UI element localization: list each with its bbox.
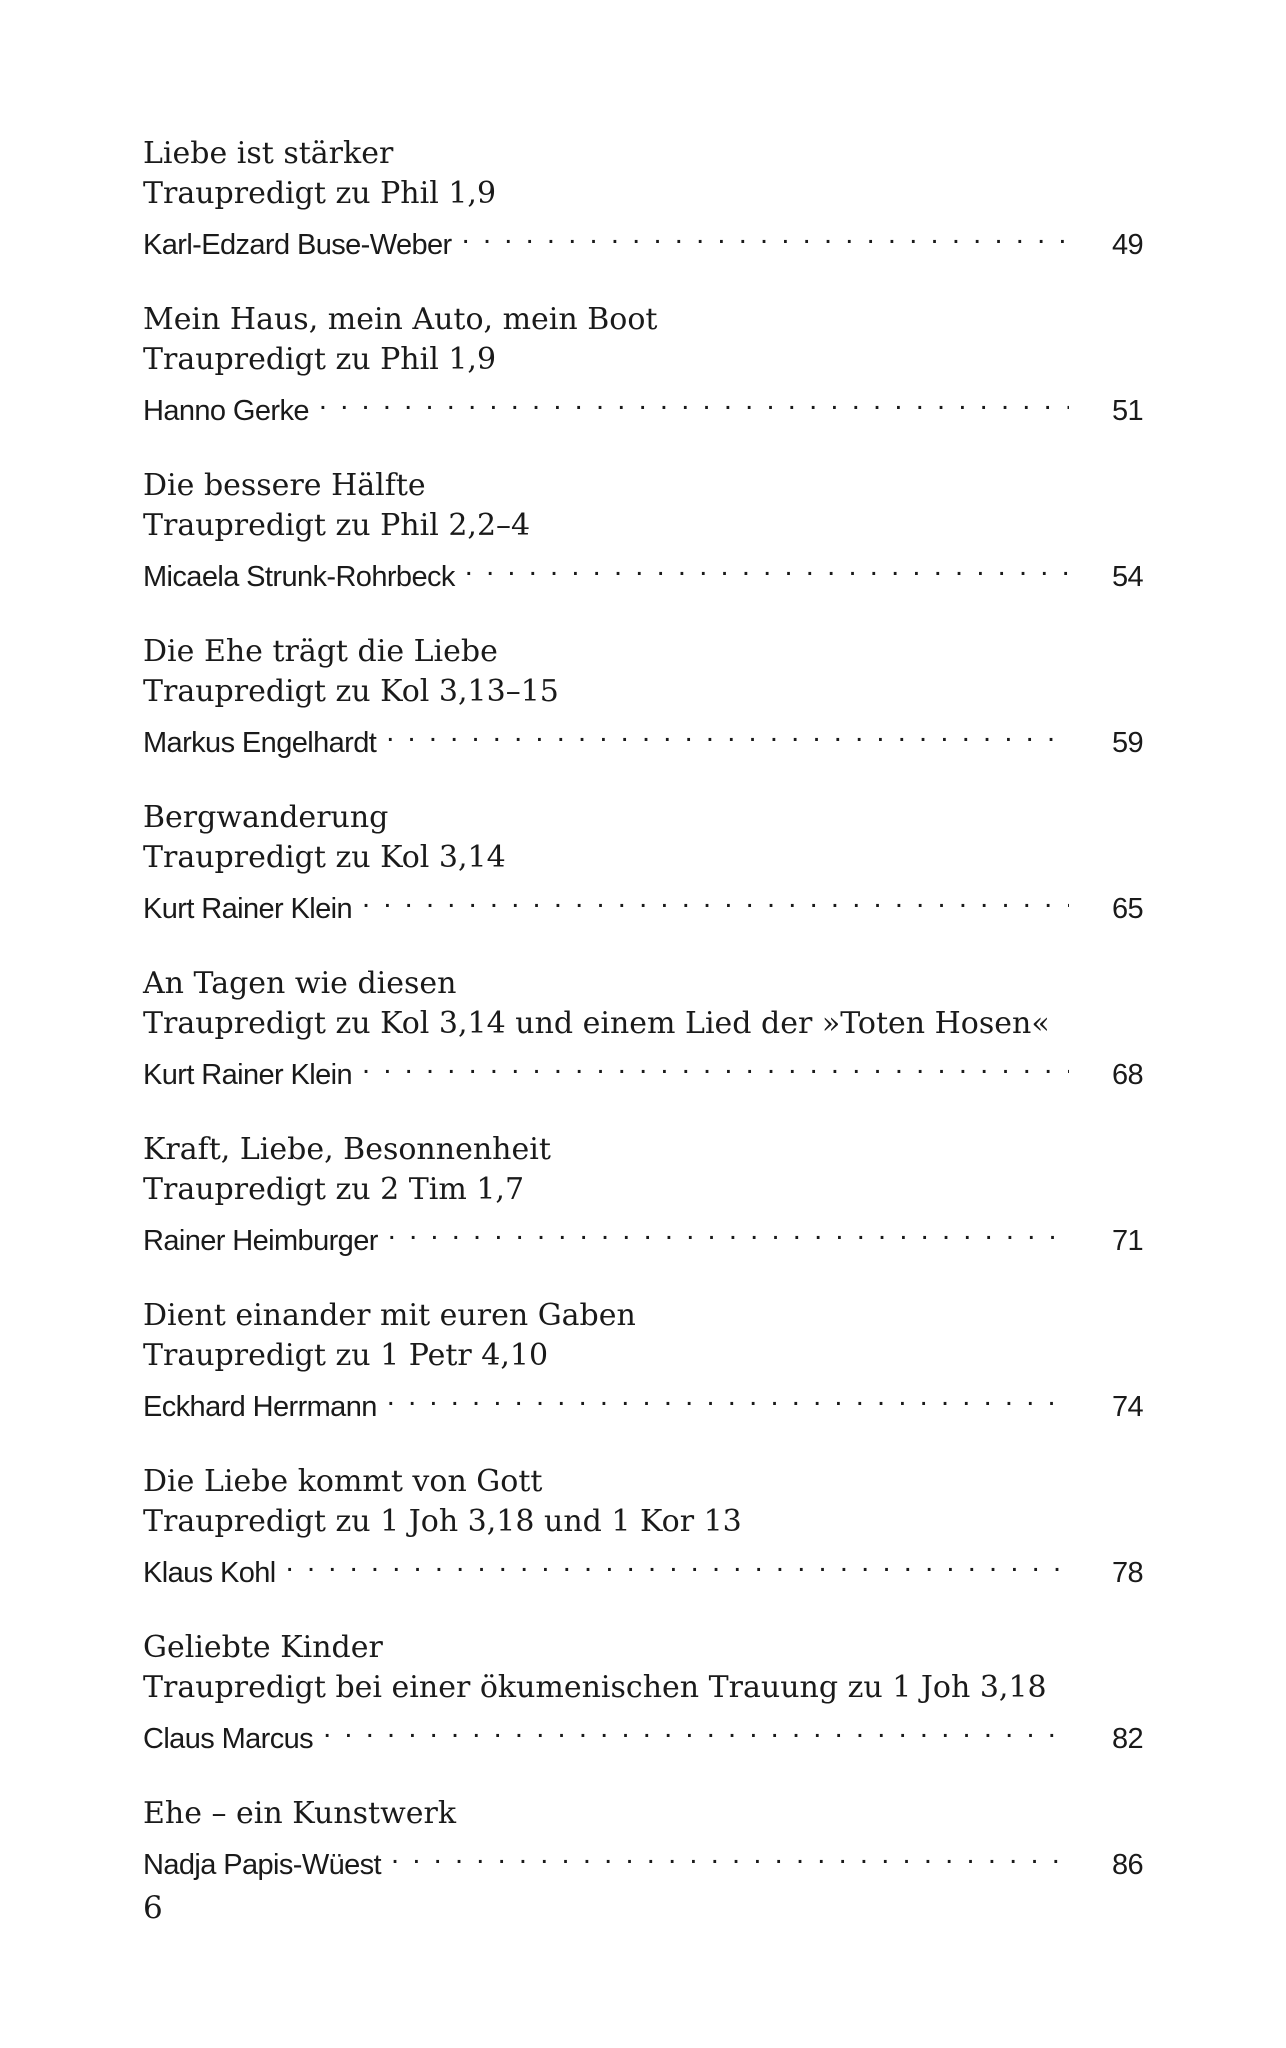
dot-leader: [323, 1708, 1069, 1748]
dot-leader: [387, 1376, 1069, 1416]
dot-leader: [391, 1834, 1069, 1874]
dot-leader: [362, 878, 1069, 918]
author-line: [143, 878, 1143, 925]
entry-title: Liebe ist stärker: [143, 136, 394, 171]
table-of-contents: [143, 134, 1143, 1920]
entry-page-number: 59: [1111, 727, 1143, 759]
dot-leader: [465, 546, 1069, 586]
toc-entry: [143, 134, 1143, 261]
entry-author: Karl-Edzard Buse-Weber: [143, 229, 452, 261]
entry-author: Nadja Papis-Wüest: [143, 1849, 382, 1881]
entry-author: Rainer Heimburger: [143, 1225, 378, 1257]
entry-subtitle: Traupredigt zu Phil 1,9: [143, 342, 497, 377]
entry-page-number: 78: [1111, 1557, 1143, 1589]
toc-entry: [143, 798, 1143, 925]
dot-leader: [462, 214, 1069, 254]
entry-title: Mein Haus, mein Auto, mein Boot: [143, 302, 658, 337]
entry-author: Kurt Rainer Klein: [143, 1059, 353, 1091]
author-line: [143, 380, 1143, 427]
entry-title: Dient einander mit euren Gaben: [143, 1298, 636, 1333]
toc-entry: [143, 300, 1143, 427]
entry-title: Kraft, Liebe, Besonnenheit: [143, 1132, 551, 1167]
entry-title: Bergwanderung: [143, 800, 389, 835]
toc-entry: [143, 1130, 1143, 1257]
entry-subtitle: Traupredigt zu Kol 3,14 und einem Lied der »Toten Hosen«: [143, 1006, 1050, 1041]
entry-title: An Tagen wie diesen: [143, 966, 457, 1001]
dot-leader: [319, 380, 1069, 420]
entry-subtitle: Traupredigt bei einer ökumenischen Trauung zu 1 Joh 3,18: [143, 1670, 1047, 1705]
entry-title: Geliebte Kinder: [143, 1630, 383, 1665]
entry-subtitle: Traupredigt zu 1 Petr 4,10: [143, 1338, 549, 1373]
entry-subtitle: Traupredigt zu Phil 2,2–4: [143, 508, 531, 543]
entry-subtitle: Traupredigt zu 1 Joh 3,18 und 1 Kor 13: [143, 1504, 742, 1539]
dot-leader: [362, 1044, 1069, 1084]
dot-leader: [286, 1542, 1069, 1582]
entry-author: Markus Engelhardt: [143, 727, 377, 759]
dot-leader: [386, 712, 1069, 752]
entry-author: Kurt Rainer Klein: [143, 893, 353, 925]
entry-page-number: 54: [1111, 561, 1143, 593]
toc-entry: [143, 1628, 1143, 1755]
entry-page-number: 71: [1111, 1225, 1143, 1257]
entry-title: Die Ehe trägt die Liebe: [143, 634, 498, 669]
entry-page-number: 74: [1111, 1391, 1143, 1423]
author-line: [143, 1834, 1143, 1881]
toc-entry: [143, 466, 1143, 593]
entry-title: Die Liebe kommt von Gott: [143, 1464, 543, 1499]
entry-page-number: 82: [1111, 1723, 1143, 1755]
entry-page-number: 51: [1111, 395, 1143, 427]
entry-page-number: 86: [1111, 1849, 1143, 1881]
entry-author: Claus Marcus: [143, 1723, 314, 1755]
author-line: [143, 1210, 1143, 1257]
toc-entry: [143, 964, 1143, 1091]
entry-page-number: 68: [1111, 1059, 1143, 1091]
entry-author: Eckhard Herrmann: [143, 1391, 377, 1423]
entry-author: Micaela Strunk-Rohrbeck: [143, 561, 455, 593]
author-line: [143, 1708, 1143, 1755]
author-line: [143, 712, 1143, 759]
entry-author: Klaus Kohl: [143, 1557, 276, 1589]
entry-subtitle: Traupredigt zu Phil 1,9: [143, 176, 497, 211]
author-line: [143, 546, 1143, 593]
author-line: [143, 1542, 1143, 1589]
entry-title: Ehe – ein Kunstwerk: [143, 1796, 457, 1831]
page-number-footer: 6: [143, 1890, 163, 1926]
author-line: [143, 214, 1143, 261]
entry-author: Hanno Gerke: [143, 395, 309, 427]
entry-subtitle: Traupredigt zu Kol 3,14: [143, 840, 506, 875]
entry-page-number: 49: [1111, 229, 1143, 261]
author-line: [143, 1376, 1143, 1423]
entry-subtitle: Traupredigt zu Kol 3,13–15: [143, 674, 559, 709]
dot-leader: [388, 1210, 1069, 1250]
toc-entry: [143, 632, 1143, 759]
toc-entry: [143, 1296, 1143, 1423]
toc-entry: [143, 1794, 1143, 1881]
entry-subtitle: Traupredigt zu 2 Tim 1,7: [143, 1172, 525, 1207]
entry-title: Die bessere Hälfte: [143, 468, 426, 503]
toc-entry: [143, 1462, 1143, 1589]
author-line: [143, 1044, 1143, 1091]
entry-page-number: 65: [1111, 893, 1143, 925]
